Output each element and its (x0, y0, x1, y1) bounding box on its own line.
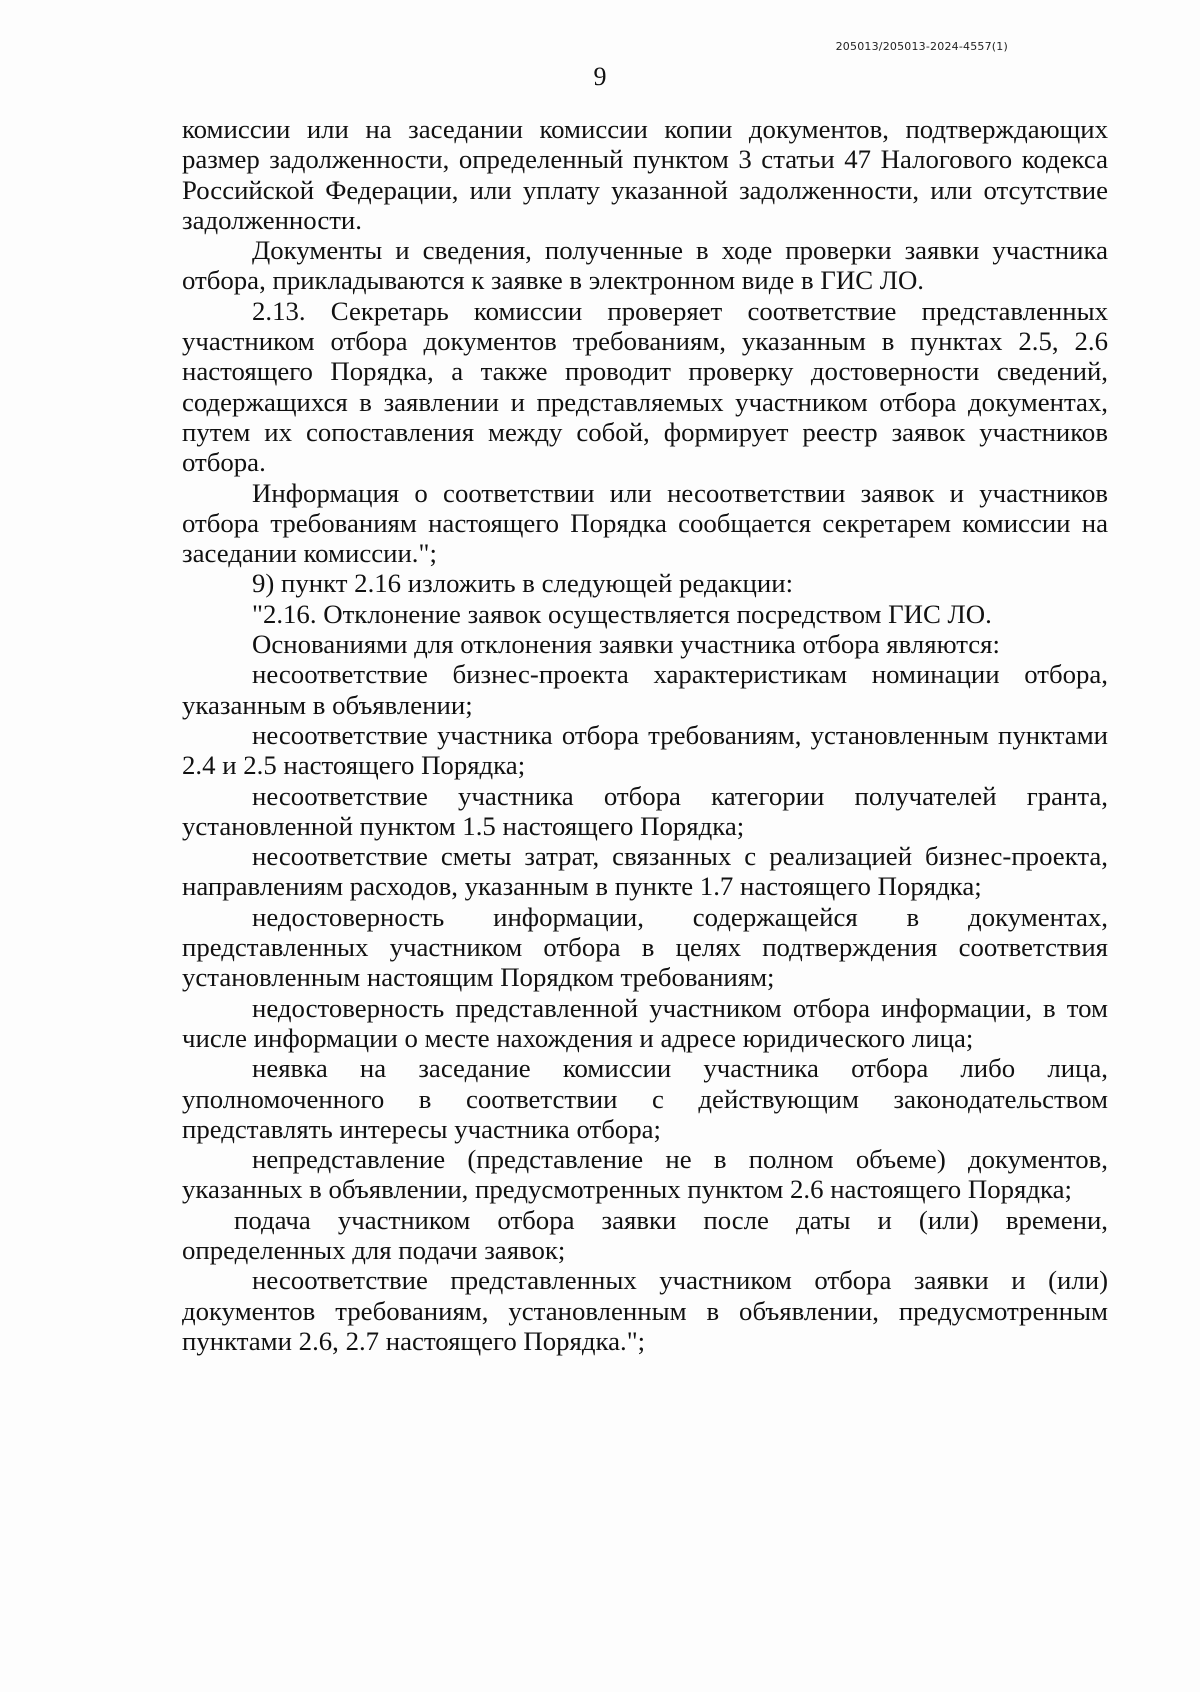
paragraph-item-9: 9) пункт 2.16 изложить в следующей редакции: (252, 568, 794, 599)
page-number: 9 (593, 62, 607, 91)
paragraph-2-13: 2.13. Секретарь комиссии проверяет соответствие представленных участником отбора документов требованиям, указанным в пунктах 2.5, 2.6 настоящего Порядка, а также проводит проверку достоверности сведений, содержащихся в заявлении и представляемых участником отбора документах, путем их сопоставления между собой, формирует реестр заявок участников отбора. (182, 295, 1108, 478)
list-item-ground: несоответствие представленных участником отбора заявки и (или) документов требованиям, установленным в объявлении, предусмотренным пунктами 2.6, 2.7 настоящего Порядка."; (182, 1265, 1108, 1356)
paragraph-2-16: "2.16. Отклонение заявок осуществляется посредством ГИС ЛО. (252, 598, 992, 629)
list-item-ground: недостоверность информации, содержащейся в документах, представленных участником отбора в целях подтверждения соответствия установленным настоящим Порядком требованиям; (182, 901, 1108, 993)
list-item-ground: непредставление (представление не в полном объеме) документов, указанных в объявлении, предусмотренных пунктом 2.6 настоящего Порядка; (182, 1144, 1108, 1205)
list-item-ground: несоответствие сметы затрат, связанных с реализацией бизнес-проекта, направлениям расходов, указанным в пункте 1.7 настоящего Порядка; (182, 841, 1108, 902)
document-id: 205013/205013-2024-4557(1) (835, 40, 1008, 53)
paragraph-continuation: комиссии или на заседании комиссии копии документов, подтверждающих размер задолженности, определенный пунктом 3 статьи 47 Налогового кодекса Российской Федерации, или уплату указанной задолженности, или отсутствие задолженности. (182, 114, 1108, 235)
list-item-ground: несоответствие участника отбора требованиям, установленным пунктами 2.4 и 2.5 настоящего Порядка; (182, 719, 1108, 781)
paragraph-grounds-intro: Основаниями для отклонения заявки участника отбора являются: (252, 629, 1000, 660)
document-body (182, 114, 1108, 1356)
list-item-ground: несоответствие бизнес-проекта характеристикам номинации отбора, указанным в объявлении; (182, 659, 1108, 720)
list-item-ground: подача участником отбора заявки после даты и (или) времени, определенных для подачи заявок; (182, 1204, 1108, 1265)
paragraph-documents-attached: Документы и сведения, полученные в ходе проверки заявки участника отбора, прикладываются к заявке в электронном виде в ГИС ЛО. (182, 235, 1108, 296)
list-item-ground: недостоверность представленной участником отбора информации, в том числе информации о месте нахождения и адресе юридического лица; (182, 992, 1108, 1053)
list-item-ground: неявка на заседание комиссии участника отбора либо лица, уполномоченного в соответствии с действующим законодательством представлять интересы участника отбора; (182, 1053, 1108, 1144)
paragraph-compliance-info: Информация о соответствии или несоответствии заявок и участников отбора требованиям настоящего Порядка сообщается секретарем комиссии на заседании комиссии."; (182, 477, 1108, 569)
list-item-ground: несоответствие участника отбора категории получателей гранта, установленной пунктом 1.5 настоящего Порядка; (182, 780, 1108, 841)
